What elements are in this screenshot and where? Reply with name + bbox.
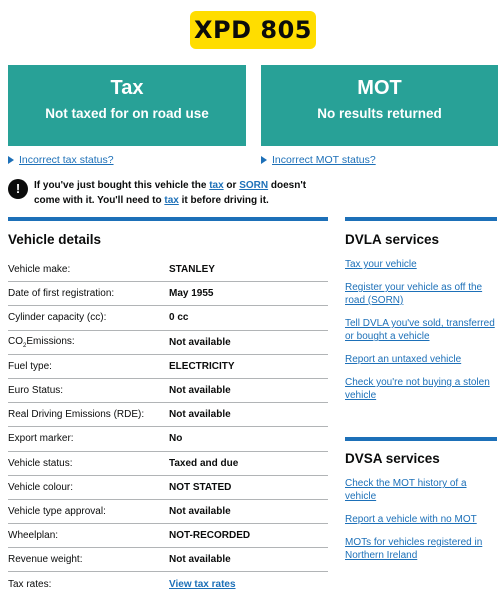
mot-status-panel xyxy=(261,65,498,146)
row-key-part: CO xyxy=(8,335,23,347)
tax-link[interactable]: tax xyxy=(209,180,224,191)
warning-text-part: If you've just bought this vehicle the xyxy=(34,180,210,191)
tax-title: Tax xyxy=(110,77,144,99)
row-value: Not available xyxy=(169,409,231,421)
mot-northern-ireland-link[interactable]: MOTs for vehicles registered in Northern Ireland xyxy=(345,537,483,561)
row-key: Cylinder capacity (cc): xyxy=(8,312,107,324)
row-value: NOT STATED xyxy=(169,481,232,493)
row-key: Export marker: xyxy=(8,433,74,445)
row-key xyxy=(8,336,169,349)
incorrect-tax-status-link[interactable] xyxy=(8,154,114,166)
row-value: STANLEY xyxy=(169,264,215,276)
row-key: Tax rates: xyxy=(8,579,52,591)
vehicle-details-heading: Vehicle details xyxy=(8,232,102,247)
row-key: Date of first registration: xyxy=(8,288,115,300)
table-row xyxy=(8,379,328,403)
dvla-services-list xyxy=(345,258,500,412)
dvsa-services-heading: DVSA services xyxy=(345,451,440,466)
section-divider xyxy=(8,217,328,221)
mot-title: MOT xyxy=(357,77,402,99)
table-row xyxy=(8,548,328,572)
section-divider xyxy=(345,217,497,221)
row-key: Vehicle status: xyxy=(8,457,73,469)
row-value: Not available xyxy=(169,554,231,566)
check-mot-history-link[interactable]: Check the MOT history of a vehicle xyxy=(345,478,467,502)
row-key: Vehicle colour: xyxy=(8,481,74,493)
incorrect-mot-status-link[interactable] xyxy=(261,154,376,166)
table-row xyxy=(8,282,328,306)
report-untaxed-vehicle-link[interactable]: Report an untaxed vehicle xyxy=(345,354,462,365)
table-row xyxy=(8,258,328,282)
row-key: Wheelplan: xyxy=(8,530,59,542)
registration-plate: XPD 805 xyxy=(190,11,316,49)
tax-status-panel xyxy=(8,65,246,146)
row-value: Not available xyxy=(169,336,231,348)
row-value: No xyxy=(169,433,183,445)
row-value: May 1955 xyxy=(169,288,214,300)
triangle-right-icon xyxy=(8,156,14,164)
row-key: Real Driving Emissions (RDE): xyxy=(8,409,145,421)
row-value: Not available xyxy=(169,385,231,397)
triangle-right-icon xyxy=(261,156,267,164)
exclamation-icon: ! xyxy=(8,179,28,199)
dvsa-services-list xyxy=(345,477,500,572)
table-row xyxy=(8,403,328,427)
row-key: Fuel type: xyxy=(8,360,52,372)
row-value: 0 cc xyxy=(169,312,189,324)
row-key: Vehicle type approval: xyxy=(8,505,106,517)
row-key: Vehicle make: xyxy=(8,264,71,276)
row-value: ELECTRICITY xyxy=(169,360,235,372)
row-value: NOT-RECORDED xyxy=(169,530,251,542)
row-key: Euro Status: xyxy=(8,385,64,397)
table-row xyxy=(8,572,328,596)
incorrect-mot-status-label[interactable]: Incorrect MOT status? xyxy=(272,154,376,166)
warning-text xyxy=(34,178,324,208)
tax-your-vehicle-link[interactable]: Tax your vehicle xyxy=(345,259,417,270)
section-divider xyxy=(345,437,497,441)
table-row xyxy=(8,331,328,355)
register-sorn-link[interactable]: Register your vehicle as off the road (SORN) xyxy=(345,282,483,306)
table-row xyxy=(8,452,328,476)
dvla-services-heading: DVLA services xyxy=(345,232,440,247)
warning-text-part: doesn't come with it. You'll need to xyxy=(34,180,307,206)
row-key-part: Emissions: xyxy=(26,335,75,347)
mot-status: No results returned xyxy=(317,106,442,121)
view-tax-rates-link[interactable]: View tax rates xyxy=(169,579,236,591)
vehicle-details-table xyxy=(8,258,328,597)
table-row xyxy=(8,500,328,524)
table-row xyxy=(8,306,328,330)
check-stolen-vehicle-link[interactable]: Check you're not buying a stolen vehicle xyxy=(345,377,490,401)
warning-message xyxy=(8,178,338,208)
report-no-mot-link[interactable]: Report a vehicle with no MOT xyxy=(345,514,477,525)
row-key: Revenue weight: xyxy=(8,554,83,566)
tax-status: Not taxed for on road use xyxy=(45,106,209,121)
warning-text-part: it before driving it. xyxy=(178,195,269,206)
table-row xyxy=(8,427,328,451)
table-row xyxy=(8,355,328,379)
tell-dvla-sold-link[interactable]: Tell DVLA you've sold, transferred or bought a vehicle xyxy=(345,318,495,342)
row-key-subscript: 2 xyxy=(23,342,27,349)
warning-text-part: or xyxy=(223,180,240,191)
sorn-link[interactable]: SORN xyxy=(239,180,269,191)
table-row xyxy=(8,524,328,548)
incorrect-tax-status-label[interactable]: Incorrect tax status? xyxy=(19,154,114,166)
tax-link-2[interactable]: tax xyxy=(164,195,179,206)
row-value: Not available xyxy=(169,505,231,517)
table-row xyxy=(8,476,328,500)
row-value: Taxed and due xyxy=(169,457,239,469)
